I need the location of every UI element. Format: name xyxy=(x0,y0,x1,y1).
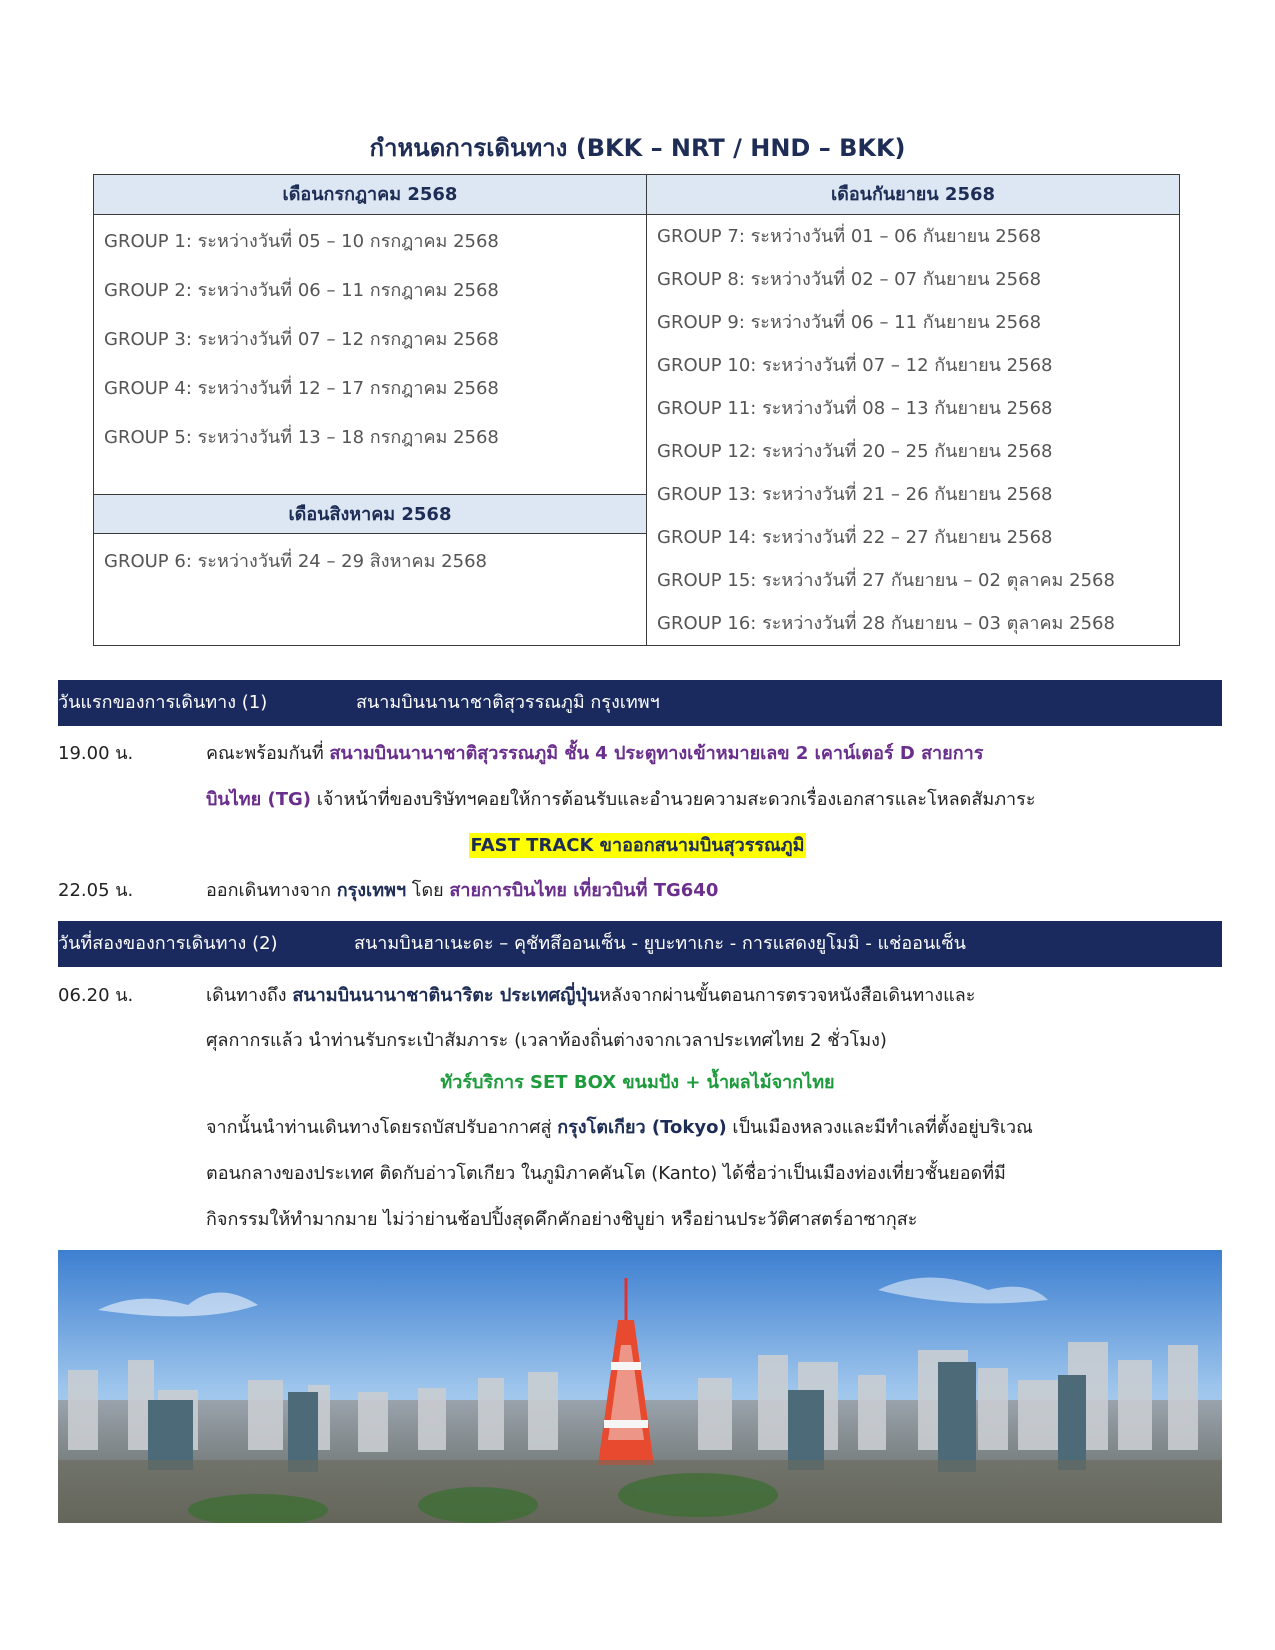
day2-time-1: 06.20 น. xyxy=(58,985,134,1006)
list-item: GROUP 1: ระหว่างวันที่ 05 – 10 กรกฎาคม 2568 xyxy=(104,231,499,252)
tokyo-text1 xyxy=(206,1112,1033,1141)
day2-band xyxy=(58,921,1222,967)
left-column xyxy=(94,175,647,645)
list-item: GROUP 12: ระหว่างวันที่ 20 – 25 กันยายน 2568 xyxy=(657,441,1053,462)
schedule-table xyxy=(93,174,1180,646)
list-item: GROUP 5: ระหว่างวันที่ 13 – 18 กรกฎาคม 2568 xyxy=(104,427,499,448)
list-item: GROUP 7: ระหว่างวันที่ 01 – 06 กันยายน 2568 xyxy=(657,226,1042,247)
list-item: GROUP 4: ระหว่างวันที่ 12 – 17 กรกฎาคม 2568 xyxy=(104,378,499,399)
day1-item1-text1 xyxy=(206,738,983,767)
setbox-text: ทัวร์บริการ SET BOX ขนมปัง + น้ำผลไม้จากไทย xyxy=(440,1072,835,1093)
day2-label: วันที่สองของการเดินทาง (2) xyxy=(58,933,278,954)
tokyo-l3: กิจกรรมให้ทำมากมาย ไม่ว่าย่านช้อปปิ้งสุดคึกคักอย่างชิบูย่า หรือย่านประวัติศาสตร์อาซากุสะ xyxy=(206,1209,918,1230)
list-item: GROUP 8: ระหว่างวันที่ 02 – 07 กันยายน 2568 xyxy=(657,269,1042,290)
day1-item2-flight: สายการบินไทย เที่ยวบินที่ TG640 xyxy=(449,880,719,901)
list-item: GROUP 14: ระหว่างวันที่ 22 – 27 กันยายน 2568 xyxy=(657,527,1053,548)
tokyo-skyline-photo xyxy=(58,1250,1222,1523)
list-item: GROUP 9: ระหว่างวันที่ 06 – 11 กันยายน 2568 xyxy=(657,312,1042,333)
day1-item1-highlight: สนามบินนานาชาติสุวรรณภูมิ ชั้น 4 ประตูทางเข้าหมายเลข 2 เคาน์เตอร์ D สายการ xyxy=(329,743,984,764)
day1-item2-text xyxy=(206,875,718,904)
fast-track-highlight: FAST TRACK ขาออกสนามบินสุวรรณภูมิ xyxy=(470,835,805,856)
list-item: GROUP 15: ระหว่างวันที่ 27 กันยายน – 02 ตุลาคม 2568 xyxy=(657,570,1115,591)
list-item: GROUP 2: ระหว่างวันที่ 06 – 11 กรกฎาคม 2568 xyxy=(104,280,499,301)
august-header: เดือนสิงหาคม 2568 xyxy=(94,494,646,534)
day1-item1-text2 xyxy=(206,784,1036,813)
day1-item2-city: กรุงเทพฯ xyxy=(336,880,407,901)
tokyo-l1a: จากนั้นนำท่านเดินทางโดยรถบัสปรับอากาศสู่ xyxy=(206,1117,558,1138)
day2-item1-p1b: หลังจากผ่านขั้นตอนการตรวจหนังสือเดินทางและ xyxy=(599,985,976,1006)
tokyo-l2: ตอนกลางของประเทศ ติดกับอ่าวโตเกียว ในภูมิภาคคันโต (Kanto) ได้ชื่อว่าเป็นเมืองท่องเที่ยวชั้นยอดที่มี xyxy=(206,1163,1006,1184)
day2-item1-p2: ศุลกากรแล้ว นำท่านรับกระเป๋าสัมภาระ (เวลาท้องถิ่นต่างจากเวลาประเทศไทย 2 ชั่วโมง) xyxy=(206,1030,887,1051)
day1-label: วันแรกของการเดินทาง (1) xyxy=(58,692,268,713)
list-item: GROUP 3: ระหว่างวันที่ 07 – 12 กรกฎาคม 2568 xyxy=(104,329,499,350)
tokyo-city: กรุงโตเกียว (Tokyo) xyxy=(557,1117,727,1138)
tokyo-skyline-image xyxy=(58,1250,1222,1523)
day2-item1-p1: เดินทางถึง xyxy=(206,985,293,1006)
day1-item1-p2: เจ้าหน้าที่ของบริษัทฯคอยให้การต้อนรับและอำนวยความสะดวกเรื่องเอกสารและโหลดสัมภาระ xyxy=(310,789,1036,810)
day1-item2-p1: ออกเดินทางจาก xyxy=(206,880,337,901)
day2-item1-airport: สนามบินนานาชาตินาริตะ ประเทศญี่ปุ่น xyxy=(292,985,600,1006)
september-group-list xyxy=(657,215,1173,645)
day1-item1-p1: คณะพร้อมกันที่ xyxy=(206,743,330,764)
day2-item1-text1 xyxy=(206,980,975,1009)
fast-track-line xyxy=(0,830,1275,859)
setbox-line xyxy=(0,1067,1275,1096)
day1-time-2: 22.05 น. xyxy=(58,880,134,901)
day1-item2-p2: โดย xyxy=(406,880,450,901)
list-item: GROUP 10: ระหว่างวันที่ 07 – 12 กันยายน 2568 xyxy=(657,355,1053,376)
schedule-title: กำหนดการเดินทาง (BKK – NRT / HND – BKK) xyxy=(369,134,906,162)
july-group-list xyxy=(104,217,640,462)
list-item: GROUP 11: ระหว่างวันที่ 08 – 13 กันยายน 2568 xyxy=(657,398,1053,419)
list-item: GROUP 6: ระหว่างวันที่ 24 – 29 สิงหาคม 2568 xyxy=(104,551,487,572)
day1-item1-airline: บินไทย (TG) xyxy=(206,789,311,810)
tokyo-l1c: เป็นเมืองหลวงและมีทำเลที่ตั้งอยู่บริเวณ xyxy=(726,1117,1033,1138)
august-group-list xyxy=(104,537,640,586)
day1-band xyxy=(58,680,1222,726)
day1-time-1: 19.00 น. xyxy=(58,743,134,764)
september-header: เดือนกันยายน 2568 xyxy=(647,175,1179,215)
day2-route: สนามบินฮาเนะดะ – คุชัทสึออนเซ็น - ยูบะทาเกะ - การแสดงยูโมมิ - แช่ออนเซ็น xyxy=(354,933,966,954)
list-item: GROUP 13: ระหว่างวันที่ 21 – 26 กันยายน 2568 xyxy=(657,484,1053,505)
day1-route: สนามบินนานาชาติสุวรรณภูมิ กรุงเทพฯ xyxy=(356,692,660,713)
july-header: เดือนกรกฎาคม 2568 xyxy=(94,175,646,215)
right-column xyxy=(647,175,1179,645)
list-item: GROUP 16: ระหว่างวันที่ 28 กันยายน – 03 ตุลาคม 2568 xyxy=(657,613,1115,634)
